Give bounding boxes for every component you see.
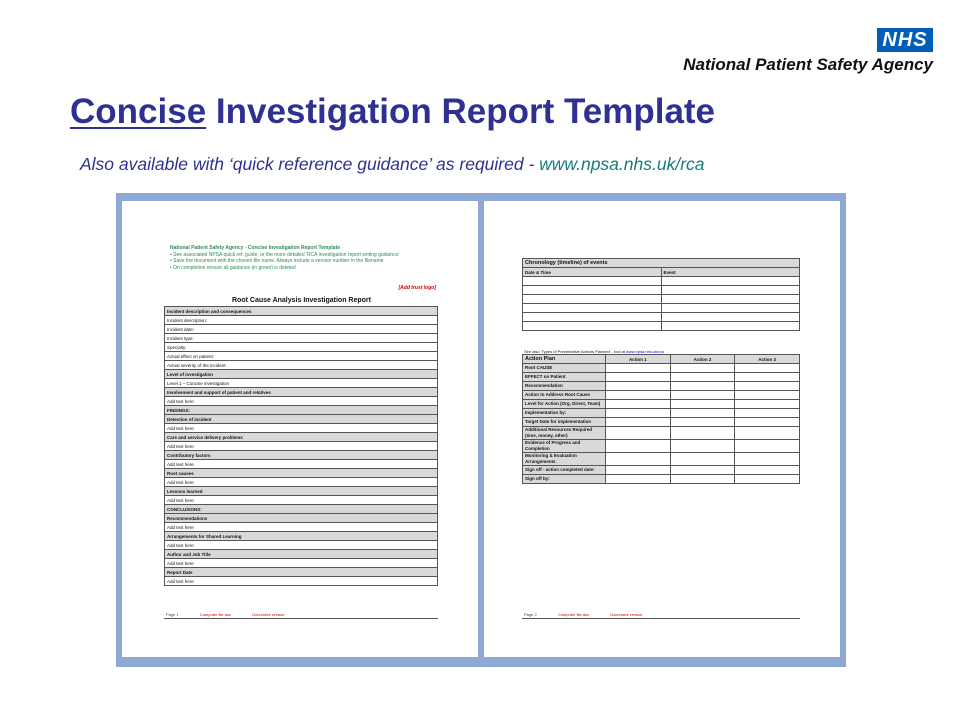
footer-rule [164,618,438,619]
footer-version: Document version [610,612,643,617]
form-field-row[interactable]: Specialty: [165,343,438,352]
form-section-header: Root causes [165,469,438,478]
chronology-cell[interactable] [523,322,662,331]
form-field-row[interactable]: Add text here [165,496,438,505]
subtitle-url[interactable]: www.npsa.nhs.uk/rca [539,154,705,174]
form-section-header: CONCLUSIONS: [165,505,438,514]
action-row-label: Sign off - action completed date: [523,466,606,475]
page1-bullet: • Save the document with the chosen file name. Always include a version number in the filename [170,258,384,264]
form-field-row[interactable]: Actual severity of the incident: [165,361,438,370]
chronology-cell[interactable] [661,286,800,295]
action-row-label: EFFECT on Patient [523,373,606,382]
action-row-label: Additional Resources Required (time, money, other) [523,427,606,440]
form-section-header: Report Date [165,568,438,577]
action-cell[interactable] [670,382,735,391]
action-cell[interactable] [606,373,671,382]
action-cell[interactable] [735,440,800,453]
agency-name: National Patient Safety Agency [683,55,933,74]
action-cell[interactable] [670,427,735,440]
page1-footer [166,612,285,617]
form-field-row[interactable]: Incident description: [165,316,438,325]
action-row-label: Target Date for implementation [523,418,606,427]
form-section-header: Recommendations [165,514,438,523]
action-col-header: Action 2 [670,355,735,364]
action-cell[interactable] [606,427,671,440]
action-cell[interactable] [735,373,800,382]
action-cell[interactable] [735,466,800,475]
action-cell[interactable] [670,391,735,400]
action-cell[interactable] [670,440,735,453]
action-cell[interactable] [606,382,671,391]
document-preview-frame [116,193,846,667]
chronology-title: Chronology (timeline) of events [523,259,800,268]
chronology-cell[interactable] [661,313,800,322]
see-also-link[interactable]: www.npsa.nhs.uk/rca [626,349,664,354]
form-section-header: Level of investigation [165,370,438,379]
chronology-cell[interactable] [523,277,662,286]
subtitle-text: Also available with ‘quick reference guidance’ as required - [80,154,540,174]
action-cell[interactable] [606,466,671,475]
trust-logo-placeholder: [Add trust logo] [398,285,436,291]
action-cell[interactable] [670,364,735,373]
form-section-header: Arrangements for Shared Learning [165,532,438,541]
action-row-label: Recommendation [523,382,606,391]
form-field-row[interactable]: Add text here [165,559,438,568]
title-rest: Investigation Report Template [206,92,716,131]
action-cell[interactable] [670,373,735,382]
chronology-cell[interactable] [661,304,800,313]
action-cell[interactable] [670,466,735,475]
action-cell[interactable] [670,475,735,484]
action-cell[interactable] [735,427,800,440]
chronology-cell[interactable] [661,295,800,304]
chronology-col: Event [661,268,800,277]
document-page-2 [484,201,840,657]
chronology-cell[interactable] [661,322,800,331]
footer-rule [522,618,800,619]
action-cell[interactable] [670,418,735,427]
action-cell[interactable] [670,400,735,409]
see-also-text: See also 'Types of Preventative Actions Planned' - tool at [524,349,627,354]
form-field-row[interactable]: Actual effect on patient: [165,352,438,361]
chronology-cell[interactable] [523,295,662,304]
document-page-1 [122,201,478,657]
action-row-label: Sign off by: [523,475,606,484]
form-field-row[interactable]: Incident type: [165,334,438,343]
action-cell[interactable] [606,453,671,466]
form-section-header: Lessons learned [165,487,438,496]
action-row-label: Evidence of Progress and Completion [523,440,606,453]
action-cell[interactable] [606,440,671,453]
form-field-row[interactable]: Add text here [165,460,438,469]
action-col-header: Action Plan [523,355,606,364]
action-row-label: Root CAUSE [523,364,606,373]
chronology-cell[interactable] [523,286,662,295]
form-field-row[interactable]: Add text here [165,442,438,451]
chronology-cell[interactable] [523,304,662,313]
page2-footer [524,612,643,617]
form-field-row[interactable]: Add text here [165,397,438,406]
nhs-logo: NHS [877,28,933,52]
footer-version: Document version [252,612,285,617]
page1-header-title: National Patient Safety Agency - Concise Investigation Report Template [170,245,341,251]
report-title: Root Cause Analysis Investigation Report [232,297,371,304]
action-cell[interactable] [735,409,800,418]
action-cell[interactable] [735,475,800,484]
chronology-cell[interactable] [523,313,662,322]
form-field-row[interactable]: Add text here [165,523,438,532]
action-cell[interactable] [606,400,671,409]
action-cell[interactable] [606,364,671,373]
action-cell[interactable] [606,475,671,484]
footer-file: Computer file.doc [199,612,232,617]
form-field-row[interactable]: Add text here [165,478,438,487]
form-section-header: Care and service delivery problems [165,433,438,442]
action-cell[interactable] [670,453,735,466]
action-cell[interactable] [606,418,671,427]
form-field-row[interactable]: Add text here [165,541,438,550]
footer-page: Page 2 [524,612,537,617]
action-cell[interactable] [735,453,800,466]
chronology-table [522,258,800,331]
form-field-row[interactable]: Add text here [165,577,438,586]
form-section-header: Contributory factors [165,451,438,460]
form-section-header: Author and Job Title [165,550,438,559]
page1-header [170,245,399,271]
form-section-header: FINDINGS: [165,406,438,415]
action-cell[interactable] [606,391,671,400]
action-col-header: Action 1 [606,355,671,364]
action-cell[interactable] [606,409,671,418]
action-cell[interactable] [670,409,735,418]
action-col-header: Action 3 [735,355,800,364]
action-cell[interactable] [735,391,800,400]
form-section-header: Involvement and support of patient and relatives [165,388,438,397]
chronology-col: Date & Time [523,268,662,277]
form-field-row[interactable]: Level 1 – Concise investigation [165,379,438,388]
action-row-label: Level for Action (Org, Direct, Team) [523,400,606,409]
action-plan-table [522,354,800,484]
form-section-header: Incident description and consequences [165,307,438,316]
form-field-row[interactable]: Add text here [165,424,438,433]
page1-bullet: • On completion ensure all guidance (in green) is deleted [170,264,296,271]
footer-file: Computer file.doc [557,612,590,617]
slide-title [70,92,715,132]
chronology-cell[interactable] [661,277,800,286]
footer-page: Page 1 [166,612,179,617]
slide-subtitle [80,154,705,175]
title-underlined: Concise [70,92,207,131]
action-cell[interactable] [735,364,800,373]
action-cell[interactable] [735,400,800,409]
report-form-table [164,306,438,586]
page1-bullet: • See associated NPSA quick ref. guide, or the more detailed 'RCA investigation report writing guidance' [170,251,400,258]
action-row-label: Implementation by: [523,409,606,418]
action-row-label: Action to Address Root Cause [523,391,606,400]
action-cell[interactable] [735,382,800,391]
form-field-row[interactable]: Incident date: [165,325,438,334]
form-section-header: Detection of incident [165,415,438,424]
action-cell[interactable] [735,418,800,427]
action-row-label: Monitoring & Evaluation Arrangements [523,453,606,466]
